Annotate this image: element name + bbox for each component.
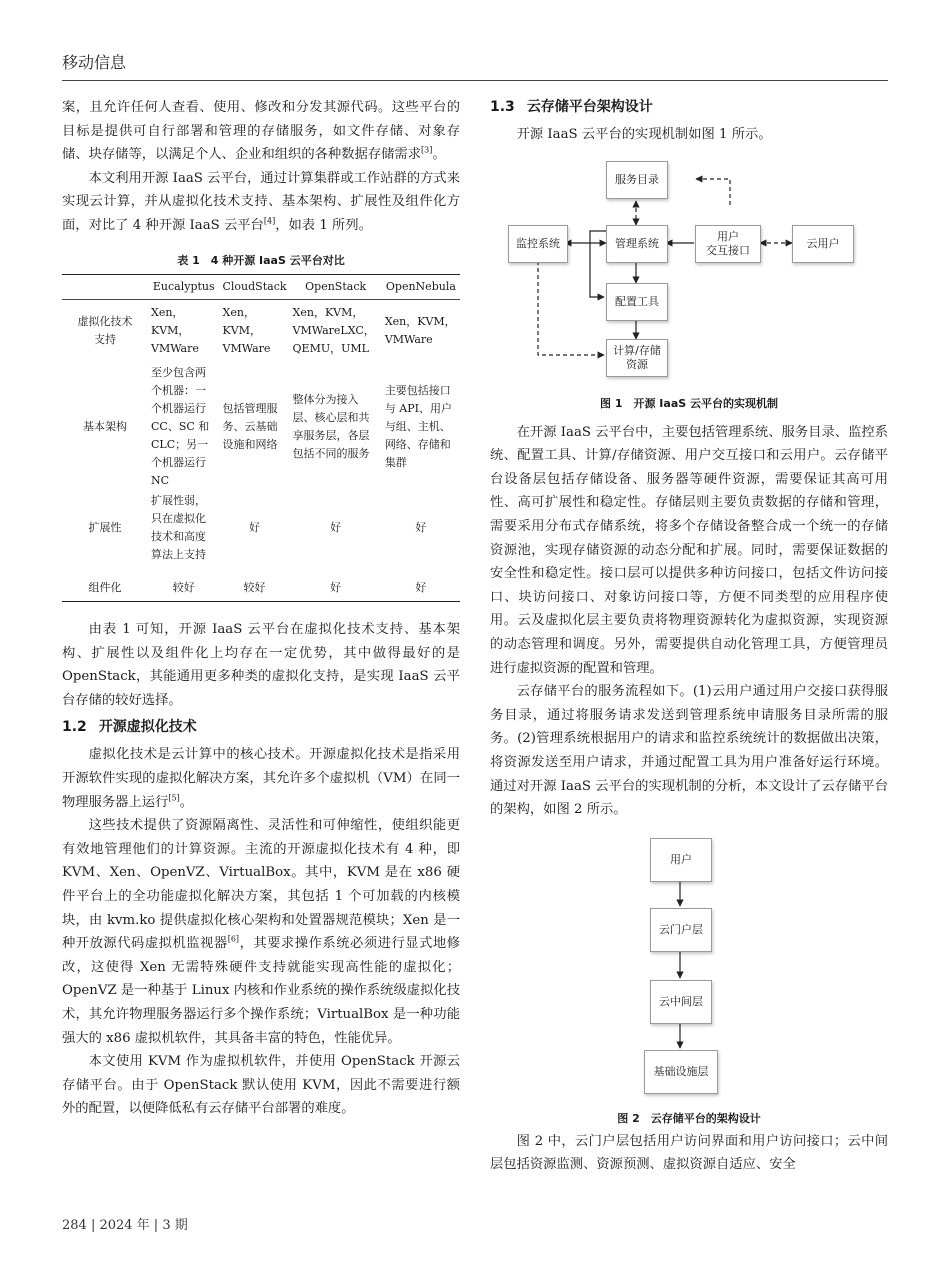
table-cell: 好 [290, 565, 382, 602]
table-cell: Xen，KVM，VMWare [222, 306, 271, 356]
figure-1-caption: 图 1 开源 IaaS 云平台的实现机制 [599, 396, 778, 410]
table-header-cell: OpenStack [290, 274, 382, 299]
header-divider [62, 80, 888, 81]
cloud-portal-layer-box: 云门户层 [650, 908, 712, 952]
management-system-box: 管理系统 [606, 225, 668, 263]
table-cell: 扩展性弱，只在虚拟化技术和高度算法上支持 [151, 494, 206, 562]
table-row [62, 565, 460, 602]
section-heading-1-2: 1.2 开源虚拟化技术 [62, 719, 197, 736]
table-cell: 至少包含两个机器：一个机器运行 CC、SC 和 CLC；另一个机器运行 NC [151, 366, 210, 488]
left-paragraph-2: 本文利用开源 IaaS 云平台，通过计算集群或工作站群的方式来实现云计算，并从虚拟化技术支持、基本架构、扩展性及组件化方面，对比了 4 种开源 IaaS 云平台[4]，如表 1 所列。 [62, 170, 460, 233]
table-cell: 好 [382, 565, 460, 602]
row-label: 组件化 [62, 565, 148, 602]
journal-header: 移动信息 [62, 53, 127, 72]
table-caption: 表 1 4 种开源 IaaS 云平台对比 [177, 253, 345, 267]
table-cell: 好 [415, 521, 427, 535]
section-heading-1-3: 1.3 云存储平台架构设计 [490, 99, 653, 115]
compute-storage-box: 计算/存储 资源 [606, 339, 668, 377]
table-cell: 较好 [220, 565, 290, 602]
page-footer: 284 | 2024 年 | 3 期 [62, 1218, 188, 1233]
service-catalog-box: 服务目录 [606, 161, 668, 199]
table-header-cell: CloudStack [220, 274, 290, 299]
comparison-table [62, 274, 460, 603]
table-header-cell: Eucalyptus [148, 274, 220, 299]
figure-1-connectors [490, 159, 888, 391]
right-paragraph-3: 云存储平台的服务流程如下。(1)云用户通过用户交接口获得服务目录，通过将服务请求发送到管理系统申请服务目录所需的服务。(2)管理系统根据用户的请求和监控系统统计的数据做出决策，将资源发送至用户请求，并通过配置工具为用户准备好运行环境。通过对开源 IaaS 云平台的实现机制的分析，本文设计了云存储平台的架构，如图 2 所示。 [490, 684, 888, 818]
left-paragraph-5: 这些技术提供了资源隔离性、灵活性和可伸缩性，使组织能更有效地管理他们的计算资源。主流的开源虚拟化技术有 4 种，即 KVM、Xen、OpenVZ、VirtualBox。其中，KVM 是在 x86 硬件平台上的全功能虚拟化解决方案，其包括 1 个可加载的内核模块，由 kvm.ko 提供虚拟化核心架构和处置器规范模块；Xen 是一种开放源代码虚拟机监视器[6]，其要求操作系统必须进行显式地修改，这使得 Xen 无需特殊硬件支持就能实现高性能的虚拟化；OpenVZ 是一种基于 Linux 内核和作业系统的操作系统级虚拟化技术，其允许物理服务器运行多个操作系统；VirtualBox 是一种功能强大的 x86 虚拟机软件，其具备丰富的特色，性能优异。 [62, 818, 461, 1046]
right-column [490, 96, 888, 1177]
right-paragraph-1: 开源 IaaS 云平台的实现机制如图 1 所示。 [516, 127, 772, 142]
left-paragraph-6: 本文使用 KVM 作为虚拟机软件，并使用 OpenStack 开源云存储平台。由于 OpenStack 默认使用 KVM，因此不需要进行额外的配置，以便降低私有云存储平台部署的难度。 [62, 1054, 460, 1117]
config-tool-box: 配置工具 [606, 283, 668, 321]
left-column [62, 96, 460, 1121]
figure-1-diagram [490, 159, 888, 391]
monitor-system-box: 监控系统 [508, 225, 568, 263]
table-row [62, 299, 460, 363]
table-cell: 较好 [148, 565, 220, 602]
user-interface-box: 用户 交互接口 [695, 225, 761, 263]
left-paragraph-4: 虚拟化技术是云计算中的核心技术。开源虚拟化技术是指采用开源软件实现的虚拟化解决方案，其允许多个虚拟机（VM）在同一物理服务器上运行[5]。 [62, 747, 460, 810]
cloud-user-box: 云用户 [792, 225, 854, 263]
row-label: 虚拟化技术支持 [77, 315, 133, 347]
table-cell: Xen，KVM，VMWare [151, 306, 199, 356]
figure-2-diagram [490, 836, 888, 1116]
table-header-cell: OpenNebula [382, 274, 460, 299]
table-header-row [62, 274, 460, 299]
table-cell: 好 [330, 521, 342, 535]
figure-2-caption: 图 2 云存储平台的架构设计 [617, 1111, 761, 1125]
row-label: 扩展性 [88, 521, 122, 535]
cloud-middle-layer-box: 云中间层 [650, 980, 712, 1024]
left-paragraph-3: 由表 1 可知，开源 IaaS 云平台在虚拟化技术支持、基本架构、扩展性以及组件化上均存在一定优势，其中做得最好的是 OpenStack，其能通用更多种类的虚拟化支持，是实现 IaaS 云平台存储的较好选择。 [62, 622, 460, 708]
right-paragraph-4: 图 2 中，云门户层包括用户访问界面和用户访问接口；云中间层包括资源监测、资源预测、虚拟资源自适应、安全 [490, 1133, 888, 1173]
infrastructure-layer-box: 基础设施层 [644, 1050, 718, 1094]
row-label: 基本架构 [83, 420, 127, 434]
table-cell: 整体分为接入层、核心层和共享服务层，各层包括不同的服务 [292, 393, 370, 461]
table-row [62, 363, 460, 491]
table-row [62, 491, 460, 565]
left-paragraph-1: 案，且允许任何人查看、使用、修改和分发其源代码。这些平台的目标是提供可自行部署和管理的存储服务，如文件存储、对象存储、块存储等，以满足个人、企业和组织的各种数据存储需求[3]。 [62, 100, 460, 163]
right-paragraph-2: 在开源 IaaS 云平台中，主要包括管理系统、服务目录、监控系统、配置工具、计算/存储资源、用户交互接口和云用户。云存储平台设备层包括存储设备、服务器等硬件资源，需要保证其高可用性、高可扩展性和稳定性。存储层则主要负责数据的存储和管理，需要采用分布式存储系统，将多个存储设备整合成一个统一的存储资源池，实现存储资源的动态分配和扩展。同时，需要保证数据的安全性和稳定性。接口层可以提供多种访问接口，包括文件访问接口、块访问接口、对象访问接口等，方便不同类型的应用程序使用。云及虚拟化层主要负责将物理资源转化为虚拟资源，实现资源的动态管理和调度。另外，需要提供自动化管理工具，方便管理员进行虚拟资源的配置和管理。 [490, 424, 888, 676]
table-cell: 主要包括接口与 API、用户与组、主机、网络、存储和集群 [384, 384, 452, 470]
table-cell: 好 [249, 521, 261, 535]
table-cell: Xen，KVM，VMWareLXC，QEMU，UML [292, 306, 375, 356]
table-header-cell [62, 274, 148, 299]
table-cell: Xen，KVM，VMWare [384, 315, 456, 347]
user-layer-box: 用户 [650, 838, 712, 882]
table-cell: 包括管理服务、云基础设施和网络 [222, 402, 278, 452]
